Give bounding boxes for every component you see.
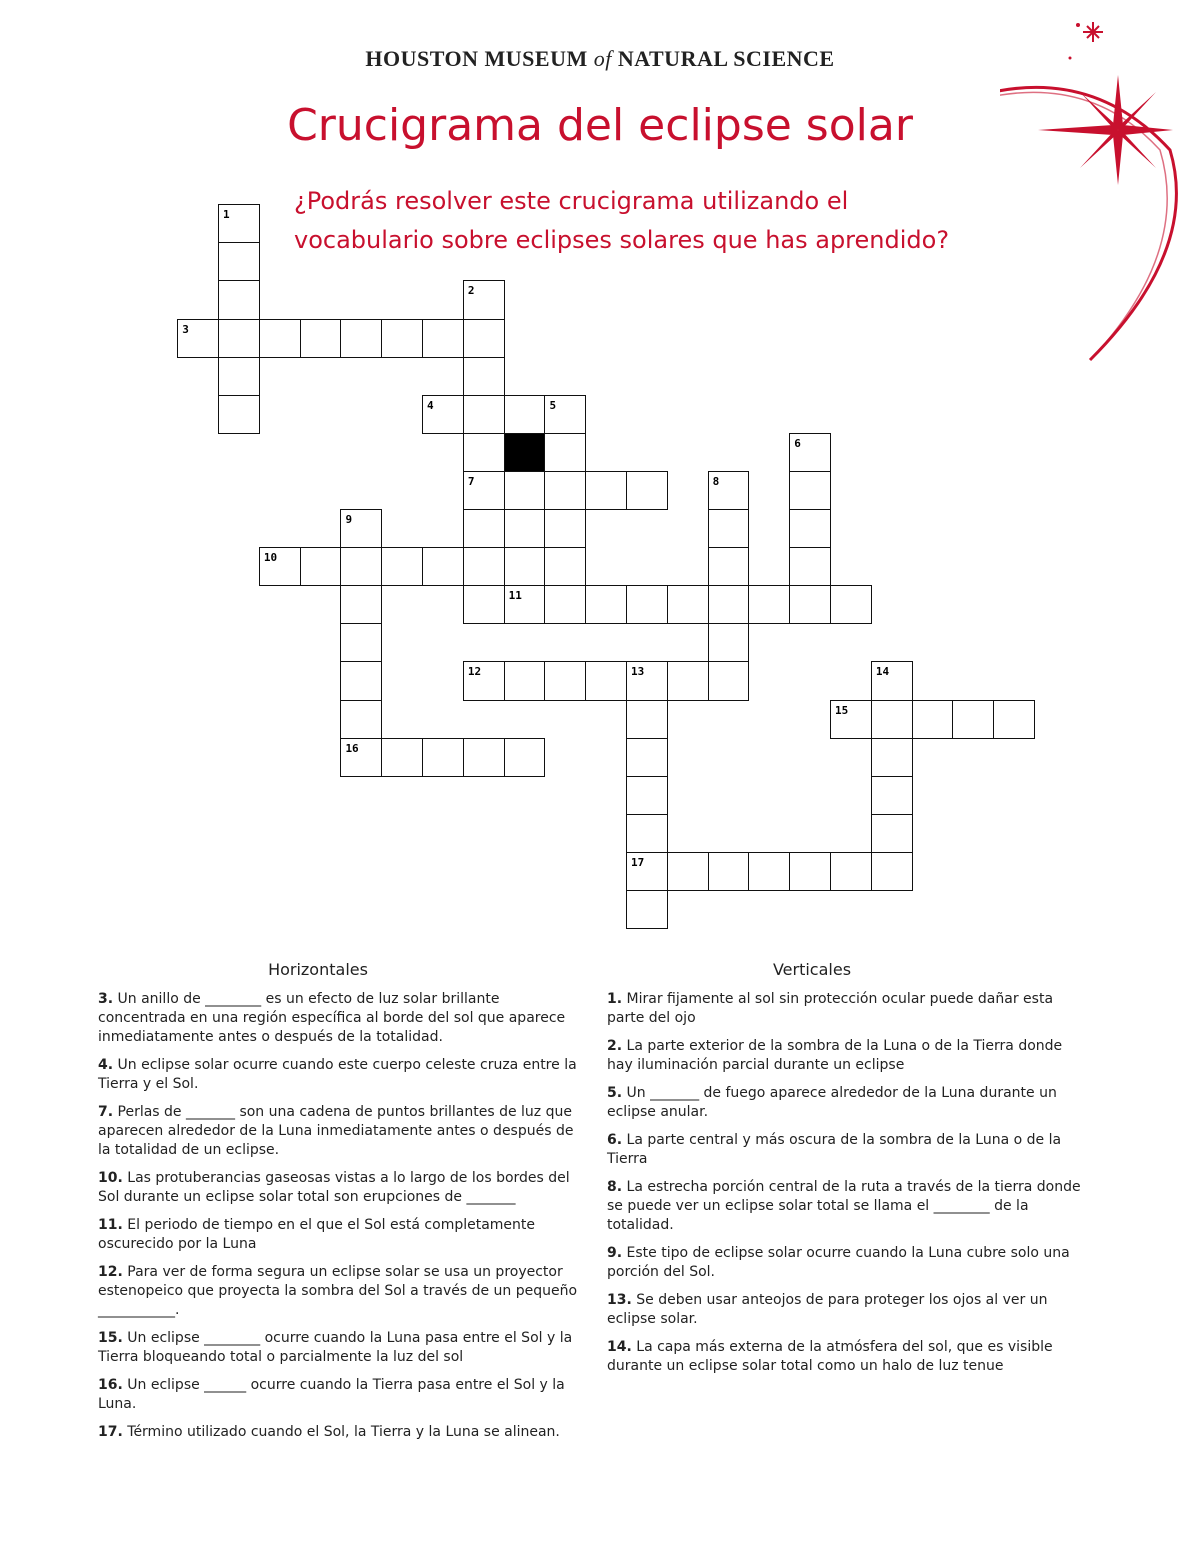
crossword-cell[interactable] <box>422 547 464 586</box>
crossword-cell[interactable] <box>585 661 627 700</box>
clue-number: 16 <box>345 741 359 755</box>
crossword-cell[interactable] <box>340 509 382 548</box>
crossword-cell[interactable] <box>504 661 546 700</box>
crossword-cell[interactable] <box>504 585 546 624</box>
down-clue <box>607 1131 1087 1169</box>
clue-number: 11 <box>508 589 522 603</box>
clue-number-label: 2. <box>607 1038 623 1054</box>
crossword-cell[interactable] <box>218 395 260 434</box>
crossword-cell[interactable] <box>952 700 994 739</box>
across-clue <box>98 1329 578 1367</box>
crossword-cell[interactable] <box>626 814 668 853</box>
crossword-cell[interactable] <box>748 585 790 624</box>
crossword-cell[interactable] <box>340 319 382 358</box>
across-clue-list <box>98 990 578 1451</box>
across-clue <box>98 1263 578 1320</box>
clue-number: 12 <box>467 665 482 679</box>
crossword-cell[interactable] <box>463 357 505 396</box>
crossword-cell[interactable] <box>463 509 505 548</box>
clue-text: Las protuberancias gaseosas vistas a lo largo de los bordes del Sol durante un eclipse solar total son erupciones de _______ <box>98 1170 570 1205</box>
crossword-cell[interactable] <box>626 890 668 929</box>
clue-number-label: 5. <box>607 1085 623 1101</box>
clue-text: La parte central y más oscura de la sombra de la Luna o de la Tierra <box>607 1132 1062 1167</box>
crossword-cell[interactable] <box>381 547 423 586</box>
clue-text: La parte exterior de la sombra de la Luna o de la Tierra donde hay iluminación parcial durante un eclipse <box>607 1038 1063 1073</box>
crossword-cell[interactable] <box>871 661 913 700</box>
crossword-cell[interactable] <box>422 319 464 358</box>
across-heading: Horizontales <box>268 960 368 979</box>
clue-text: Un eclipse solar ocurre cuando este cuerpo celeste cruza entre la Tierra y el Sol. <box>98 1057 577 1092</box>
crossword-cell[interactable] <box>300 319 342 358</box>
crossword-black-cell <box>504 433 546 472</box>
crossword-cell[interactable] <box>912 700 954 739</box>
crossword-cell[interactable] <box>463 661 505 700</box>
crossword-cell[interactable] <box>626 852 668 891</box>
clue-number-label: 16. <box>98 1377 123 1393</box>
crossword-cell[interactable] <box>259 319 301 358</box>
crossword-cell[interactable] <box>177 319 219 358</box>
crossword-cell[interactable] <box>504 471 546 510</box>
crossword-cell[interactable] <box>218 242 260 281</box>
down-clue <box>607 1291 1087 1329</box>
clue-number-label: 14. <box>607 1339 632 1355</box>
crossword-cell[interactable] <box>218 204 260 243</box>
clue-text: Perlas de _______ son una cadena de puntos brillantes de luz que aparecen alrededor de la Luna inmediatamente antes o después de la totalidad de un eclipse. <box>98 1104 574 1158</box>
crossword-cell[interactable] <box>708 471 750 510</box>
clue-text: Se deben usar anteojos de para proteger los ojos al ver un eclipse solar. <box>607 1292 1048 1327</box>
down-clue <box>607 1338 1087 1376</box>
clue-number-label: 11. <box>98 1217 123 1233</box>
clue-number: 4 <box>427 398 434 412</box>
clue-number: 15 <box>835 703 849 717</box>
clue-number-label: 7. <box>98 1104 114 1120</box>
crossword-cell[interactable] <box>340 661 382 700</box>
crossword-cell[interactable] <box>544 585 586 624</box>
crossword-cell[interactable] <box>830 585 872 624</box>
crossword-cell[interactable] <box>218 319 260 358</box>
crossword-cell[interactable] <box>544 471 586 510</box>
clue-number-label: 10. <box>98 1170 123 1186</box>
crossword-cell[interactable] <box>667 585 709 624</box>
clue-number-label: 4. <box>98 1057 114 1073</box>
crossword-cell[interactable] <box>463 395 505 434</box>
crossword-cell[interactable] <box>626 776 668 815</box>
clue-number-label: 3. <box>98 991 114 1007</box>
page-subtitle: ¿Podrás resolver este crucigrama utilizando el vocabulario sobre eclipses solares que has aprendido? <box>294 187 950 254</box>
crossword-cell[interactable] <box>871 852 913 891</box>
crossword-cell[interactable] <box>667 661 709 700</box>
clue-text: Un eclipse ______ ocurre cuando la Tierra pasa entre el Sol y la Luna. <box>98 1377 565 1412</box>
clue-number: 7 <box>467 474 475 488</box>
crossword-cell[interactable] <box>504 395 546 434</box>
crossword-cell[interactable] <box>993 700 1035 739</box>
crossword-cell[interactable] <box>504 738 546 777</box>
crossword-cell[interactable] <box>626 585 668 624</box>
across-clue <box>98 1103 578 1160</box>
museum-name-of: of <box>593 46 612 71</box>
clue-text: Un anillo de ________ es un efecto de luz solar brillante concentrada en una región específica al borde del sol que aparece inmediatamente antes o después de la totalidad. <box>98 991 566 1045</box>
crossword-cell[interactable] <box>708 623 750 662</box>
museum-name-main: HOUSTON MUSEUM <box>365 46 588 71</box>
down-clue <box>607 1037 1087 1075</box>
crossword-cell[interactable] <box>381 738 423 777</box>
crossword-cell[interactable] <box>871 776 913 815</box>
clue-number-label: 9. <box>607 1245 623 1261</box>
clue-number: 2 <box>467 284 475 298</box>
crossword-cell[interactable] <box>463 547 505 586</box>
crossword-cell[interactable] <box>422 395 464 434</box>
crossword-cell[interactable] <box>708 661 750 700</box>
clue-text: El periodo de tiempo en el que el Sol está completamente oscurecido por la Luna <box>98 1217 536 1252</box>
across-clue <box>98 1376 578 1414</box>
crossword-cell[interactable] <box>218 357 260 396</box>
down-heading: Verticales <box>772 960 852 979</box>
crossword-cell[interactable] <box>626 738 668 777</box>
crossword-cell[interactable] <box>830 852 872 891</box>
page-title: Crucigrama del eclipse solar <box>287 100 913 151</box>
crossword-cell[interactable] <box>218 280 260 319</box>
clue-text: Este tipo de eclipse solar ocurre cuando la Luna cubre solo una porción del Sol. <box>607 1245 1070 1280</box>
crossword-cell[interactable] <box>544 433 586 472</box>
crossword-cell[interactable] <box>463 280 505 319</box>
crossword-cell[interactable] <box>340 547 382 586</box>
museum-name-tail: NATURAL SCIENCE <box>617 46 835 71</box>
clue-text: La estrecha porción central de la ruta a través de la tierra donde se puede ver un eclipse solar total se llama el ________ de la totalidad. <box>607 1179 1081 1233</box>
crossword-cell[interactable] <box>340 585 382 624</box>
clue-number: 3 <box>182 322 189 336</box>
crossword-cell[interactable] <box>544 661 586 700</box>
clue-number: 14 <box>875 665 890 679</box>
crossword-cell[interactable] <box>626 661 668 700</box>
clue-number-label: 17. <box>98 1424 123 1440</box>
crossword-cell[interactable] <box>463 319 505 358</box>
across-clue <box>98 1169 578 1207</box>
down-clue <box>607 1178 1087 1235</box>
crossword-cell[interactable] <box>259 547 301 586</box>
clue-text: Mirar fijamente al sol sin protección ocular puede dañar esta parte del ojo <box>607 991 1054 1026</box>
crossword-cell[interactable] <box>830 700 872 739</box>
clue-number-label: 15. <box>98 1330 123 1346</box>
crossword-cell[interactable] <box>871 738 913 777</box>
crossword-cell[interactable] <box>871 700 913 739</box>
down-clue <box>607 990 1087 1028</box>
crossword-cell[interactable] <box>789 471 831 510</box>
clue-text: Término utilizado cuando el Sol, la Tierra y la Luna se alinean. <box>127 1424 560 1440</box>
clue-number: 13 <box>631 665 645 679</box>
crossword-cell[interactable] <box>871 814 913 853</box>
down-clue <box>607 1084 1087 1122</box>
clue-text: Un eclipse ________ ocurre cuando la Luna pasa entre el Sol y la Tierra bloqueando total o parcialmente la luz del sol <box>98 1330 573 1365</box>
down-clue <box>607 1244 1087 1282</box>
crossword-cell[interactable] <box>463 585 505 624</box>
clue-number-label: 13. <box>607 1292 632 1308</box>
crossword-cell[interactable] <box>300 547 342 586</box>
across-clue <box>98 1423 578 1442</box>
crossword-cell[interactable] <box>626 700 668 739</box>
crossword-cell[interactable] <box>504 547 546 586</box>
clue-text: Un _______ de fuego aparece alrededor de la Luna durante un eclipse anular. <box>607 1085 1057 1120</box>
crossword-cell[interactable] <box>463 433 505 472</box>
crossword-cell[interactable] <box>789 547 831 586</box>
crossword-cell[interactable] <box>340 738 382 777</box>
across-clue <box>98 1216 578 1254</box>
clue-number: 9 <box>345 513 353 527</box>
clue-number: 10 <box>263 551 278 565</box>
crossword-cell[interactable] <box>585 585 627 624</box>
crossword-cell[interactable] <box>340 700 382 739</box>
crossword-cell[interactable] <box>789 433 831 472</box>
clue-text: Para ver de forma segura un eclipse solar se usa un proyector estenopeico que proyecta la sombra del Sol a través de un pequeño ___________. <box>98 1264 578 1318</box>
crossword-cell[interactable] <box>789 585 831 624</box>
clue-number-label: 8. <box>607 1179 623 1195</box>
across-clue <box>98 1056 578 1094</box>
clue-number-label: 12. <box>98 1264 123 1280</box>
clue-number: 8 <box>712 474 720 488</box>
crossword-cell[interactable] <box>381 319 423 358</box>
crossword-cell[interactable] <box>708 509 750 548</box>
crossword-cell[interactable] <box>708 547 750 586</box>
crossword-cell[interactable] <box>544 547 586 586</box>
clue-text: La capa más externa de la atmósfera del sol, que es visible durante un eclipse solar total como un halo de luz tenue <box>607 1339 1053 1374</box>
crossword-cell[interactable] <box>422 738 464 777</box>
clue-number-label: 1. <box>607 991 623 1007</box>
crossword-cell[interactable] <box>463 471 505 510</box>
clue-number: 5 <box>549 398 557 412</box>
crossword-cell[interactable] <box>585 471 627 510</box>
crossword-cell[interactable] <box>544 395 586 434</box>
clue-number: 1 <box>223 208 230 222</box>
crossword-cell[interactable] <box>748 852 790 891</box>
crossword-cell[interactable] <box>667 852 709 891</box>
crossword-cell[interactable] <box>708 852 750 891</box>
across-clue <box>98 990 578 1047</box>
crossword-cell[interactable] <box>340 623 382 662</box>
down-clue-list <box>607 990 1087 1385</box>
clue-number-label: 6. <box>607 1132 623 1148</box>
clue-number: 17 <box>631 855 645 869</box>
crossword-cell[interactable] <box>463 738 505 777</box>
crossword-cell[interactable] <box>708 585 750 624</box>
clue-number: 6 <box>794 436 801 450</box>
crossword-cell[interactable] <box>626 471 668 510</box>
crossword-cell[interactable] <box>789 852 831 891</box>
crossword-cell[interactable] <box>789 509 831 548</box>
crossword-cell[interactable] <box>544 509 586 548</box>
